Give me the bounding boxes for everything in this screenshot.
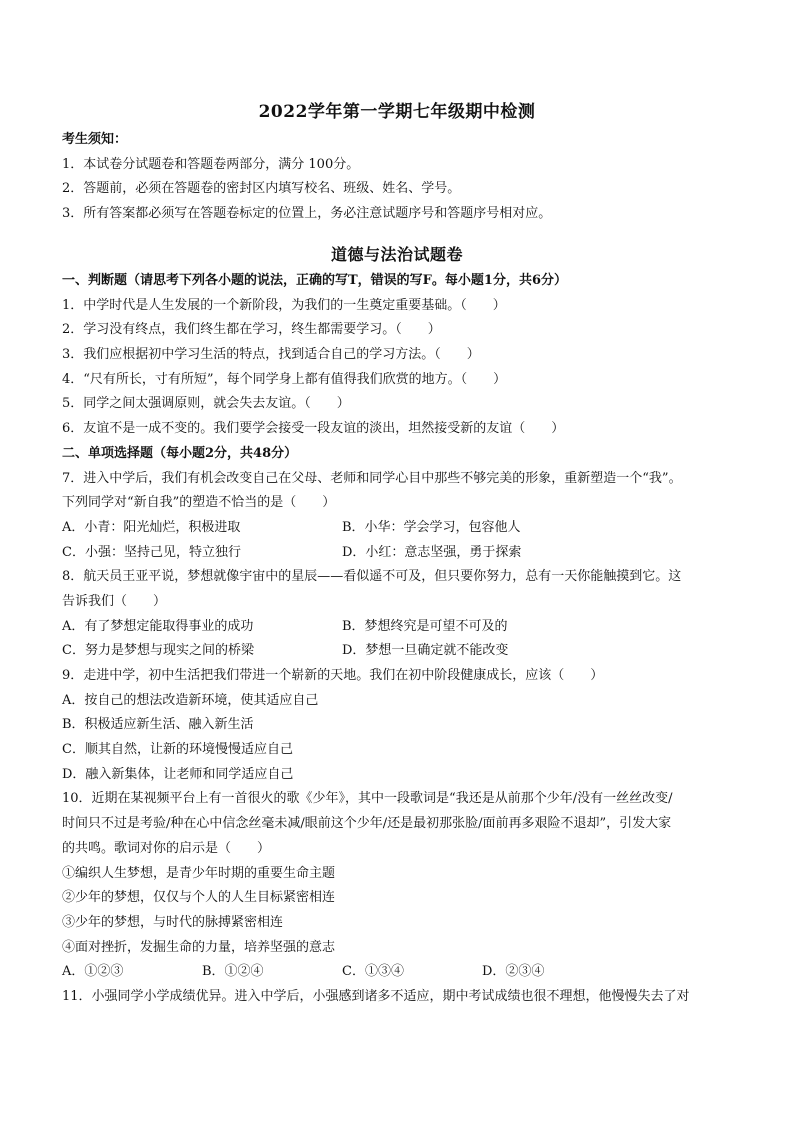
judgement-question-4: 4．“尺有所长，寸有所短”，每个同学身上都有值得我们欣赏的地方。（ ） xyxy=(62,371,507,387)
question-7-options xyxy=(62,541,742,566)
question-11-stem: 11．小强同学小学成绩优异。进入中学后，小强感到诸多不适应，期中考试成绩也很不理想，他慢慢失去了对 xyxy=(62,988,690,1004)
notice-item: 1．本试卷分试题卷和答题卷两部分，满分 100分。 xyxy=(62,156,360,172)
question-10-stem: 时间只不过是考验/种在心中信念丝毫未减/眼前这个少年/还是最初那张脸/面前再多艰险不退却”，引发大家 xyxy=(62,816,672,832)
option-d: D．融入新集体，让老师和同学适应自己 xyxy=(62,766,294,782)
judgement-question-6: 6．友谊不是一成不变的。我们要学会接受一段友谊的淡出，坦然接受新的友谊（ ） xyxy=(62,421,565,437)
option-b: B．小华：学会学习，包容他人 xyxy=(342,519,521,535)
judgement-question-1: 1．中学时代是人生发展的一个新阶段，为我们的一生奠定重要基础。（ ） xyxy=(62,297,506,313)
notice-block xyxy=(62,128,742,227)
question-8-stem: 告诉我们（ ） xyxy=(62,593,167,609)
notice-heading: 考生须知： xyxy=(62,132,128,147)
question-10-statement: ④面对挫折，发掘生命的力量，培养坚强的意志 xyxy=(62,939,336,955)
question-7-stem: 7．进入中学后，我们有机会改变自己在父母、老师和同学心目中那些不够完美的形象，重新塑造一个“我”。 xyxy=(62,470,682,486)
paper-subtitle: 道德与法治试题卷 xyxy=(330,245,463,264)
question-9-stem: 9．走进中学，初中生活把我们带进一个崭新的天地。我们在初中阶段健康成长，应该（ ） xyxy=(62,668,604,683)
option-c: C．小强：坚持己见，特立独行 xyxy=(62,544,241,560)
option-d: D．②③④ xyxy=(482,964,545,980)
option-c: C．顺其自然，让新的环境慢慢适应自己 xyxy=(62,742,293,758)
section2-heading: 二、单项选择题（每小题2分，共48分） xyxy=(62,445,298,461)
notice-item: 3．所有答案都必须写在答题卷标定的位置上，务必注意试题序号和答题序号相对应。 xyxy=(62,206,552,222)
option-a: A．按自己的想法改造新环境，使其适应自己 xyxy=(62,692,319,708)
question-10-stem: 10．近期在某视频平台上有一首很火的歌《少年》，其中一段歌词是“我还是从前那个少年/没有一丝丝改变/ xyxy=(62,791,673,807)
option-d: D．小红：意志坚强，勇于探索 xyxy=(342,544,522,560)
option-a: A．小青：阳光灿烂，积极进取 xyxy=(62,519,241,535)
option-c: C．①③④ xyxy=(342,964,404,980)
question-10-stem: 的共鸣。歌词对你的启示是（ ） xyxy=(62,840,271,856)
question-10-statement: ②少年的梦想，仅仅与个人的人生目标紧密相连 xyxy=(62,890,336,906)
question-7-options xyxy=(62,516,742,541)
judgement-question-2: 2．学习没有终点，我们终生都在学习，终生都需要学习。（ ） xyxy=(62,322,441,338)
judgement-question-5: 5．同学之间太强调原则，就会失去友谊。（ ） xyxy=(62,396,350,412)
option-a: A．有了梦想定能取得事业的成功 xyxy=(62,618,254,634)
question-7-stem: 下列同学对“新自我”的塑造不恰当的是（ ） xyxy=(62,495,336,511)
questions-block xyxy=(62,269,742,1010)
notice-item: 2．答题前，必须在答题卷的密封区内填写校名、班级、姓名、学号。 xyxy=(62,181,461,197)
option-b: B．积极适应新生活、融入新生活 xyxy=(62,717,254,733)
option-b: B．①②④ xyxy=(202,964,264,980)
question-10-options xyxy=(62,960,742,985)
question-10-statement: ①编织人生梦想，是青少年时期的重要生命主题 xyxy=(62,865,336,881)
page-title: 2022学年第一学期七年级期中检测 xyxy=(258,102,536,122)
judgement-question-3: 3．我们应根据初中学习生活的特点，找到适合自己的学习方法。（ ） xyxy=(62,347,480,363)
section1-heading: 一、判断题（请思考下列各小题的说法，正确的写T，错误的写F。每小题1分，共6分） xyxy=(62,273,567,288)
option-b: B．梦想终究是可望不可及的 xyxy=(342,618,508,634)
option-d: D．梦想一旦确定就不能改变 xyxy=(342,643,509,659)
question-8-options xyxy=(62,615,742,640)
question-8-options xyxy=(62,639,742,664)
question-10-statement: ③少年的梦想，与时代的脉搏紧密相连 xyxy=(62,914,284,930)
question-8-stem: 8．航天员王亚平说，梦想就像宇宙中的星辰——看似遥不可及，但只要你努力，总有一天你能触摸到它。这 xyxy=(62,569,682,585)
option-c: C．努力是梦想与现实之间的桥梁 xyxy=(62,643,254,659)
option-a: A．①②③ xyxy=(62,964,124,980)
